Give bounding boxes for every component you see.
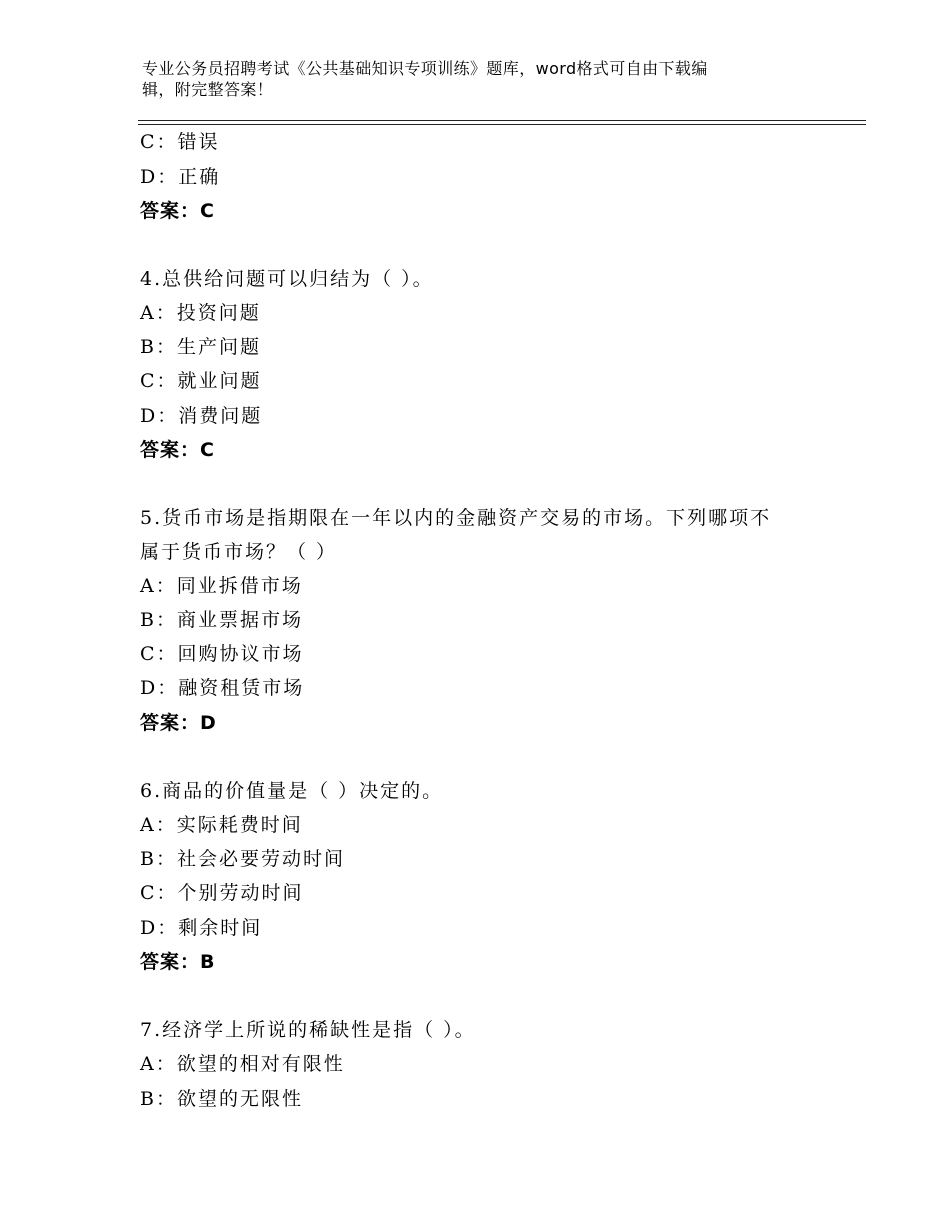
q7-option-a: A：欲望的相对有限性: [140, 1053, 345, 1075]
header-line-1: 专业公务员招聘考试《公共基础知识专项训练》题库，word格式可自由下载编: [142, 59, 708, 78]
q6-option-a: A：实际耗费时间: [140, 814, 303, 836]
q5-answer: 答案：D: [140, 712, 217, 734]
q3-option-c: C：错误: [140, 131, 220, 153]
q5-stem-line-1: 5.货币市场是指期限在一年以内的金融资产交易的市场。下列哪项不: [140, 507, 772, 529]
q5-stem-line-2: 属于货币市场？（ ）: [140, 541, 338, 563]
q5-option-d: D：融资租赁市场: [140, 677, 305, 699]
q4-option-d: D：消费问题: [140, 405, 263, 427]
q6-option-b: B：社会必要劳动时间: [140, 848, 345, 870]
q4-answer: 答案：C: [140, 439, 215, 461]
q5-option-b: B：商业票据市场: [140, 609, 303, 631]
q4-option-a: A：投资问题: [140, 302, 261, 324]
q5-option-a: A：同业拆借市场: [140, 575, 303, 597]
header-divider-bottom: [138, 124, 866, 125]
header-divider-top: [138, 120, 866, 121]
q4-option-c: C：就业问题: [140, 370, 262, 392]
q6-option-c: C：个别劳动时间: [140, 882, 304, 904]
q4-stem: 4.总供给问题可以归结为（ ）。: [140, 268, 434, 290]
q6-stem: 6.商品的价值量是（ ）决定的。: [140, 780, 444, 802]
q7-option-b: B：欲望的无限性: [140, 1088, 303, 1110]
q6-option-d: D：剩余时间: [140, 917, 263, 939]
q6-answer: 答案：B: [140, 951, 216, 973]
document-header: [142, 58, 802, 100]
q3-answer: 答案：C: [140, 200, 215, 222]
q7-stem: 7.经济学上所说的稀缺性是指（ ）。: [140, 1019, 476, 1041]
q3-option-d: D：正确: [140, 166, 221, 188]
header-line-2: 辑，附完整答案！: [142, 80, 274, 99]
q4-option-b: B：生产问题: [140, 336, 261, 358]
q5-option-c: C：回购协议市场: [140, 643, 304, 665]
